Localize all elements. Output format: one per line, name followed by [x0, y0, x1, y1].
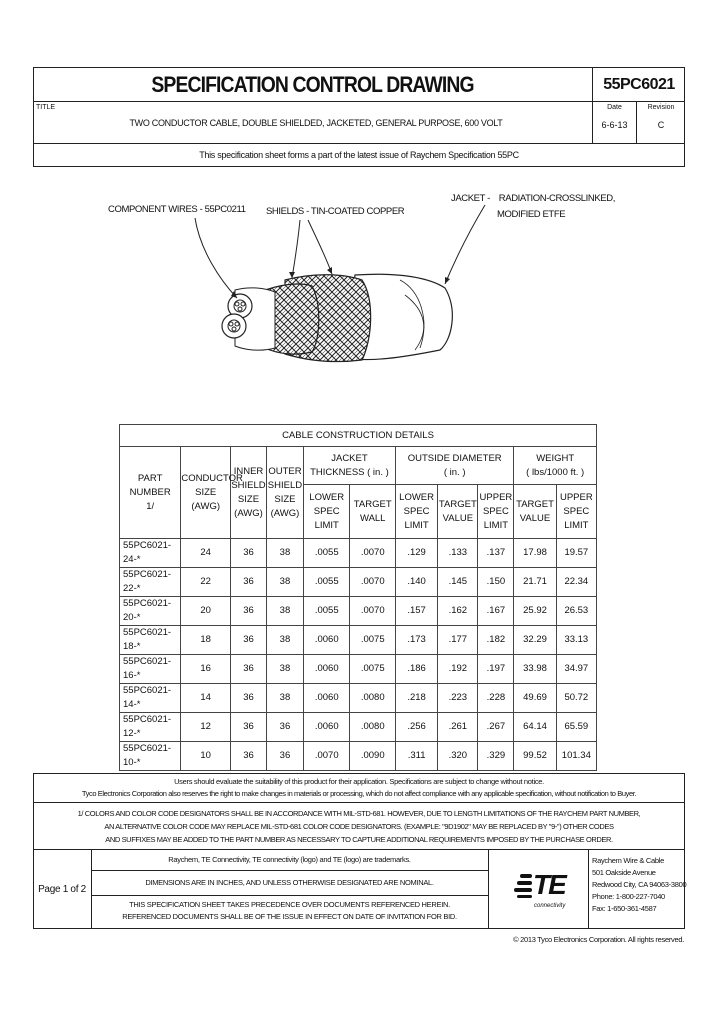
cell-jacket-lower: .0060	[303, 684, 350, 713]
cell-od-upper: .329	[478, 742, 514, 771]
header-conductor-size: CONDUCTOR SIZE (AWG)	[181, 447, 231, 539]
label-shields: SHIELDS - TIN-COATED COPPER	[266, 206, 405, 217]
cell-od-target: .145	[438, 568, 478, 597]
cell-od-lower: .140	[395, 568, 437, 597]
title-text: TWO CONDUCTOR CABLE, DOUBLE SHIELDED, JACKETED, GENERAL PURPOSE, 600 VOLT	[129, 118, 503, 128]
cell-part-number: 55PC6021-24-*	[120, 539, 181, 568]
precedence-note-2: REFERENCED DOCUMENTS SHALL BE OF THE ISSUE IN EFFECT ON DATE OF INVITATION FOR BID.	[122, 912, 457, 921]
company-address	[592, 855, 686, 915]
header-outer-shield: OUTER SHIELD SIZE (AWG)	[266, 447, 303, 539]
cell-inner-shield: 36	[231, 568, 267, 597]
cell-outer-shield: 38	[266, 684, 303, 713]
cell-od-target: .192	[438, 655, 478, 684]
address-line: 501 Oakside Avenue	[592, 868, 656, 877]
divider	[488, 849, 489, 929]
divider	[33, 802, 685, 803]
title-label: TITLE	[36, 104, 56, 111]
table-row	[120, 684, 597, 713]
cable-construction-table	[119, 424, 597, 771]
header-weight-upper: UPPER SPEC LIMIT	[556, 485, 596, 539]
cell-weight-target: 64.14	[514, 713, 556, 742]
cell-weight-upper: 19.57	[556, 539, 596, 568]
address-line: Fax: 1-650-361-4587	[592, 904, 657, 913]
cell-part-number: 55PC6021-12-*	[120, 713, 181, 742]
cell-weight-target: 25.92	[514, 597, 556, 626]
cell-weight-target: 21.71	[514, 568, 556, 597]
revision-label: Revision	[647, 104, 675, 111]
cell-od-lower: .129	[395, 539, 437, 568]
page-number: Page 1 of 2	[38, 884, 86, 895]
header-weight: WEIGHT ( lbs/1000 ft. )	[514, 447, 597, 485]
cell-jacket-lower: .0055	[303, 597, 350, 626]
cell-part-number: 55PC6021-22-*	[120, 568, 181, 597]
cell-jacket-lower: .0055	[303, 539, 350, 568]
cell-conductor-size: 16	[181, 655, 231, 684]
cell-part-number: 55PC6021-18-*	[120, 626, 181, 655]
header-jacket-thickness: JACKET THICKNESS ( in. )	[303, 447, 395, 485]
divider	[588, 849, 589, 929]
note-1-line-1: 1/ COLORS AND COLOR CODE DESIGNATORS SHALL BE IN ACCORDANCE WITH MIL-STD-681. HOWEVER, DUE TO LENGTH LIMITATIONS OF THE RAYCHEM PART NUMBER,	[77, 809, 641, 818]
cell-od-upper: .197	[478, 655, 514, 684]
cell-part-number: 55PC6021-14-*	[120, 684, 181, 713]
revision-value: C	[657, 120, 665, 130]
cell-outer-shield: 36	[266, 742, 303, 771]
cell-od-target: .261	[438, 713, 478, 742]
cell-od-upper: .137	[478, 539, 514, 568]
cell-od-lower: .157	[395, 597, 437, 626]
table-row	[120, 626, 597, 655]
cell-weight-upper: 33.13	[556, 626, 596, 655]
note-1-line-2: AN ALTERNATIVE COLOR CODE MAY REPLACE MIL-STD-681 COLOR CODE DESIGNATORS. (EXAMPLE: "9D1902" MAY BE REPLACED BY "9-") OTHER CODES	[104, 822, 614, 831]
cell-part-number: 55PC6021-16-*	[120, 655, 181, 684]
cell-outer-shield: 38	[266, 626, 303, 655]
precedence-note-1: THIS SPECIFICATION SHEET TAKES PRECEDENCE OVER DOCUMENTS REFERENCED HEREIN.	[129, 900, 450, 909]
cell-od-upper: .150	[478, 568, 514, 597]
address-line: Phone: 1-800-227-7040	[592, 892, 665, 901]
cell-od-lower: .256	[395, 713, 437, 742]
header-jacket-target: TARGET WALL	[350, 485, 395, 539]
cell-jacket-target: .0070	[350, 568, 395, 597]
cell-jacket-target: .0090	[350, 742, 395, 771]
header-outside-diameter: OUTSIDE DIAMETER ( in. )	[395, 447, 513, 485]
cell-jacket-target: .0075	[350, 626, 395, 655]
table-row	[120, 742, 597, 771]
cell-conductor-size: 22	[181, 568, 231, 597]
cell-od-target: .177	[438, 626, 478, 655]
cell-jacket-target: .0075	[350, 655, 395, 684]
cell-od-upper: .182	[478, 626, 514, 655]
cell-outer-shield: 36	[266, 713, 303, 742]
cell-outer-shield: 38	[266, 568, 303, 597]
notes-line-2: Tyco Electronics Corporation also reserves the right to make changes in materials or processing, which do not affect compliance with any applicable specification, without notification to Buyer.	[81, 789, 637, 798]
cell-outer-shield: 38	[266, 655, 303, 684]
cell-inner-shield: 36	[231, 684, 267, 713]
label-component-wires: COMPONENT WIRES - 55PC0211	[108, 204, 246, 215]
cell-jacket-target: .0070	[350, 597, 395, 626]
cell-jacket-target: .0080	[350, 684, 395, 713]
cell-jacket-lower: .0055	[303, 568, 350, 597]
cell-conductor-size: 14	[181, 684, 231, 713]
header-od-upper: UPPER SPEC LIMIT	[478, 485, 514, 539]
cell-od-lower: .218	[395, 684, 437, 713]
table-row	[120, 655, 597, 684]
copyright: © 2013 Tyco Electronics Corporation. All rights reserved.	[513, 935, 684, 944]
cell-conductor-size: 12	[181, 713, 231, 742]
table-row	[120, 568, 597, 597]
logo-subtext: connectivity	[534, 903, 566, 909]
cell-jacket-target: .0070	[350, 539, 395, 568]
cell-conductor-size: 18	[181, 626, 231, 655]
spec-note: This specification sheet forms a part of the latest issue of Raychem Specification 55PC	[199, 150, 519, 160]
header-jacket-lower: LOWER SPEC LIMIT	[303, 485, 350, 539]
document-title: SPECIFICATION CONTROL DRAWING	[151, 72, 474, 97]
cell-od-target: .320	[438, 742, 478, 771]
cell-weight-target: 33.98	[514, 655, 556, 684]
dimensions-note: DIMENSIONS ARE IN INCHES, AND UNLESS OTHERWISE DESIGNATED ARE NOMINAL.	[145, 878, 434, 887]
cell-inner-shield: 36	[231, 597, 267, 626]
cell-weight-upper: 22.34	[556, 568, 596, 597]
table-row	[120, 597, 597, 626]
cell-conductor-size: 10	[181, 742, 231, 771]
address-line: Raychem Wire & Cable	[592, 856, 664, 865]
cell-weight-upper: 50.72	[556, 684, 596, 713]
cell-od-upper: .167	[478, 597, 514, 626]
cell-part-number: 55PC6021-20-*	[120, 597, 181, 626]
cell-inner-shield: 36	[231, 713, 267, 742]
cell-jacket-lower: .0060	[303, 626, 350, 655]
cell-jacket-lower: .0060	[303, 655, 350, 684]
cell-od-target: .223	[438, 684, 478, 713]
header-od-lower: LOWER SPEC LIMIT	[395, 485, 437, 539]
cell-conductor-size: 20	[181, 597, 231, 626]
cell-od-upper: .267	[478, 713, 514, 742]
cell-od-lower: .173	[395, 626, 437, 655]
table-row	[120, 713, 597, 742]
cell-od-target: .133	[438, 539, 478, 568]
cell-inner-shield: 36	[231, 539, 267, 568]
trademark-note: Raychem, TE Connectivity, TE connectivity (logo) and TE (logo) are trademarks.	[168, 855, 411, 864]
cell-weight-upper: 65.59	[556, 713, 596, 742]
cell-part-number: 55PC6021-10-*	[120, 742, 181, 771]
notes-line-1: Users should evaluate the suitability of this product for their application. Specifications are subject to change without notice.	[174, 777, 544, 786]
date-value: 6-6-13	[601, 120, 628, 130]
divider	[33, 101, 685, 102]
cell-weight-target: 17.98	[514, 539, 556, 568]
logo-text: TE	[533, 869, 565, 900]
logo-stripes-icon	[514, 874, 532, 898]
cell-inner-shield: 36	[231, 626, 267, 655]
cell-outer-shield: 38	[266, 539, 303, 568]
cell-conductor-size: 24	[181, 539, 231, 568]
cell-od-target: .162	[438, 597, 478, 626]
cell-weight-upper: 101.34	[556, 742, 596, 771]
cell-weight-target: 32.29	[514, 626, 556, 655]
cell-weight-target: 99.52	[514, 742, 556, 771]
table-row	[120, 539, 597, 568]
cell-jacket-lower: .0060	[303, 713, 350, 742]
cell-inner-shield: 36	[231, 742, 267, 771]
cell-od-upper: .228	[478, 684, 514, 713]
te-logo	[514, 868, 578, 916]
note-1-line-3: AND SUFFIXES MAY BE ADDED TO THE PART NUMBER AS NECESSARY TO CAPTURE ADDITIONAL REQUIREMENTS IMPOSED BY THE PURCHASE ORDER.	[105, 835, 613, 844]
cell-outer-shield: 38	[266, 597, 303, 626]
header-od-target: TARGET VALUE	[438, 485, 478, 539]
cell-weight-upper: 26.53	[556, 597, 596, 626]
table-title: CABLE CONSTRUCTION DETAILS	[120, 425, 597, 447]
header-weight-target: TARGET VALUE	[514, 485, 556, 539]
cell-weight-target: 49.69	[514, 684, 556, 713]
divider	[33, 143, 685, 144]
cell-weight-upper: 34.97	[556, 655, 596, 684]
address-line: Redwood City, CA 94063-3800	[592, 880, 687, 889]
cell-jacket-lower: .0070	[303, 742, 350, 771]
cell-jacket-target: .0080	[350, 713, 395, 742]
divider	[91, 895, 488, 896]
label-jacket-material: MODIFIED ETFE	[497, 209, 566, 220]
divider	[91, 870, 488, 871]
header-part-number: PART NUMBER 1/	[120, 447, 181, 539]
label-jacket: JACKET - RADIATION-CROSSLINKED,	[451, 193, 615, 204]
cell-od-lower: .186	[395, 655, 437, 684]
cell-od-lower: .311	[395, 742, 437, 771]
date-label: Date	[607, 104, 622, 111]
document-number: 55PC6021	[603, 76, 675, 93]
header-inner-shield: INNER SHIELD SIZE (AWG)	[231, 447, 267, 539]
cell-inner-shield: 36	[231, 655, 267, 684]
